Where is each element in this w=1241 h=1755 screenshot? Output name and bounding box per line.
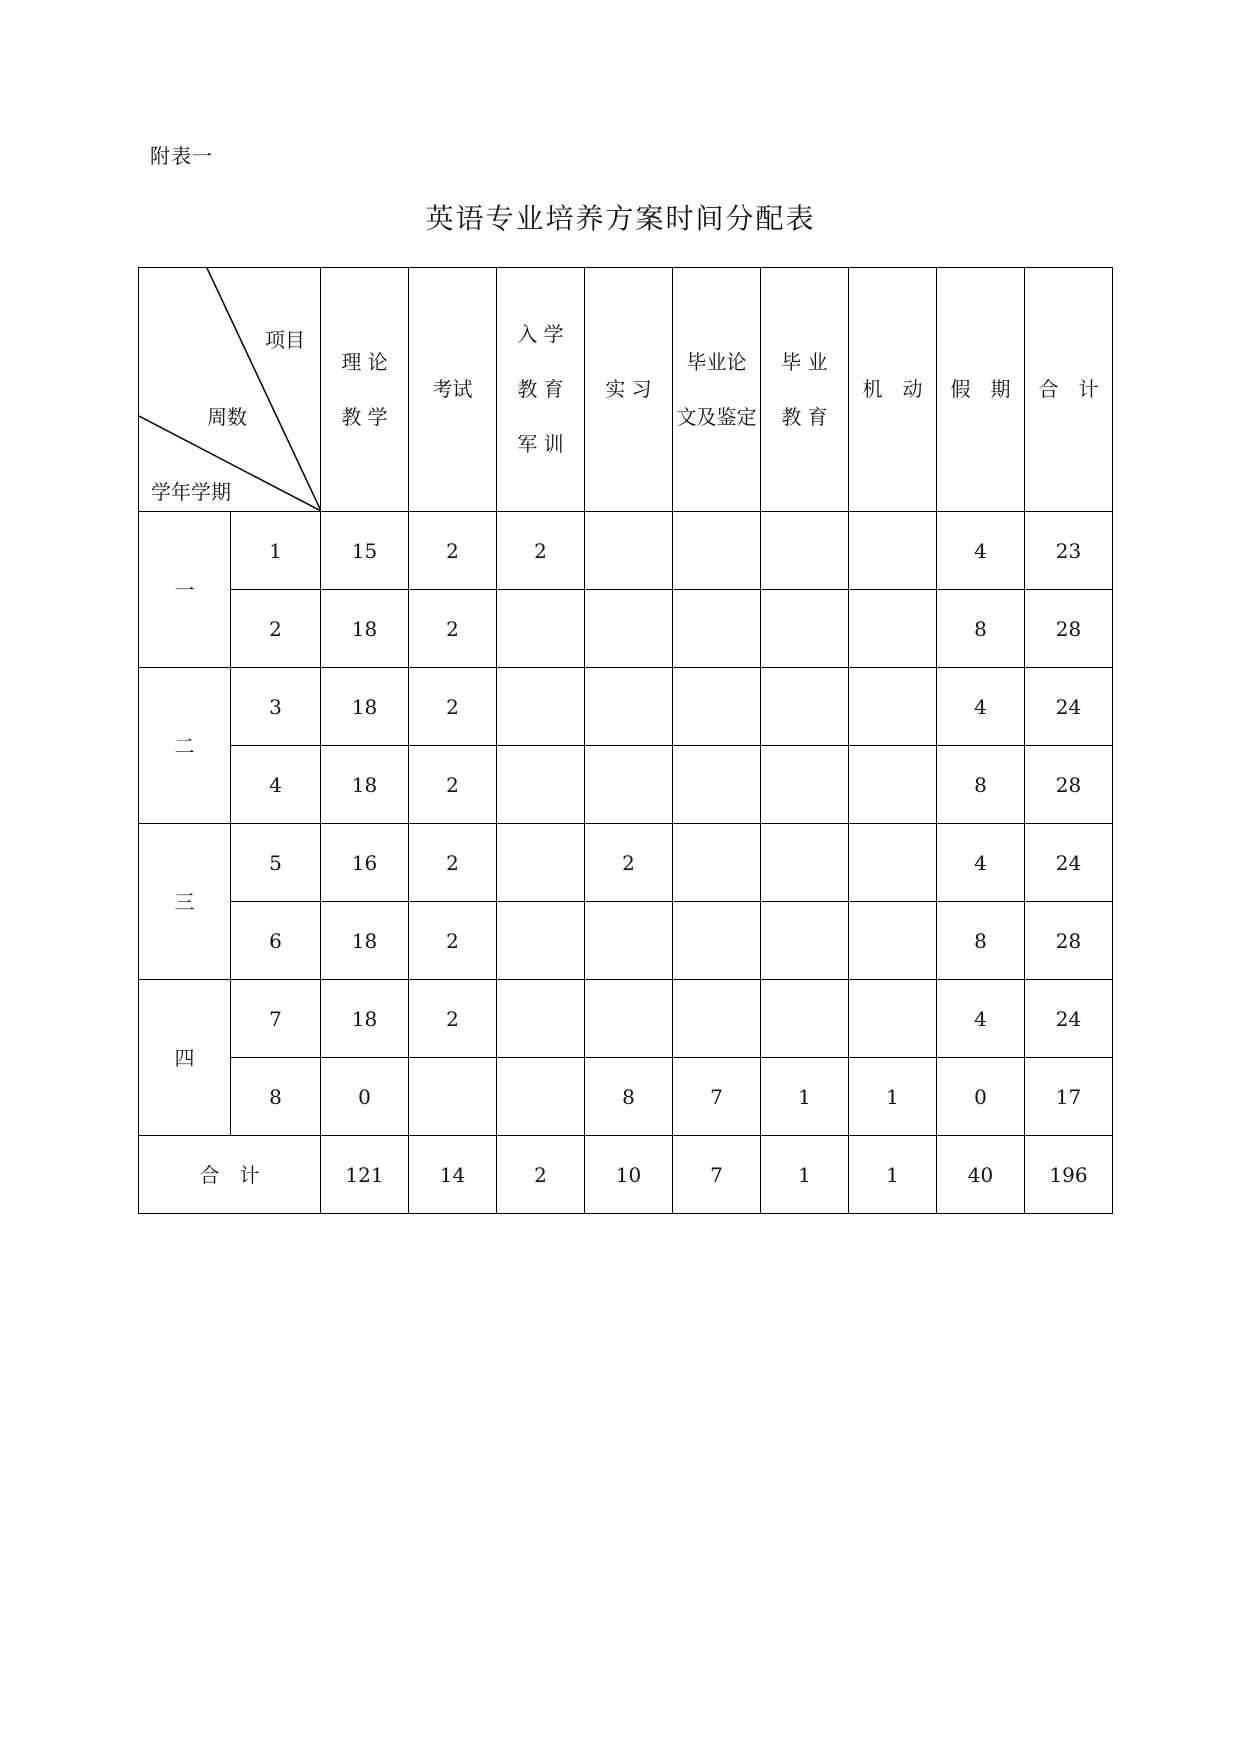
term-cell: 6 <box>231 902 321 980</box>
total-row <box>139 1136 1113 1214</box>
week-count-cell: 2 <box>409 746 497 824</box>
total-cell: 2 <box>497 1136 585 1214</box>
header-row <box>139 268 1113 512</box>
term-cell: 3 <box>231 668 321 746</box>
column-header-line: 合 计 <box>1038 377 1099 401</box>
week-count-cell <box>849 746 937 824</box>
week-count-cell <box>497 668 585 746</box>
column-header <box>937 268 1025 512</box>
academic-year-cell: 四 <box>139 980 231 1136</box>
term-cell: 1 <box>231 512 321 590</box>
column-header-line: 入 学 <box>517 322 564 346</box>
column-header-line: 文及鉴 <box>676 404 737 429</box>
week-count-cell <box>497 902 585 980</box>
total-cell: 14 <box>409 1136 497 1214</box>
term-cell: 8 <box>231 1058 321 1136</box>
week-count-cell <box>761 824 849 902</box>
week-count-cell: 2 <box>409 824 497 902</box>
week-count-cell: 15 <box>321 512 409 590</box>
week-count-cell <box>849 980 937 1058</box>
column-header <box>321 268 409 512</box>
column-header <box>761 268 849 512</box>
week-count-cell <box>761 902 849 980</box>
column-header <box>497 268 585 512</box>
week-count-cell: 2 <box>585 824 673 902</box>
page-title: 英语专业培养方案时间分配表 <box>425 202 816 235</box>
total-cell: 40 <box>937 1136 1025 1214</box>
week-count-cell <box>497 1058 585 1136</box>
table-row <box>139 902 1113 980</box>
week-count-cell <box>409 1058 497 1136</box>
week-count-cell <box>849 590 937 668</box>
column-header <box>1025 268 1113 512</box>
week-count-cell <box>585 902 673 980</box>
week-count-cell <box>673 980 761 1058</box>
column-header-line: 定 <box>736 404 757 429</box>
corner-label-project: 项目 <box>265 328 305 352</box>
week-count-cell <box>761 668 849 746</box>
week-count-cell: 18 <box>321 746 409 824</box>
diagonal-lines <box>139 268 321 511</box>
time-allocation-table <box>138 267 1113 1214</box>
week-count-cell: 8 <box>937 590 1025 668</box>
week-count-cell <box>497 746 585 824</box>
week-count-cell <box>673 590 761 668</box>
week-count-cell: 2 <box>409 590 497 668</box>
table-row <box>139 980 1113 1058</box>
total-cell: 196 <box>1025 1136 1113 1214</box>
week-count-cell: 24 <box>1025 668 1113 746</box>
week-count-cell: 4 <box>937 980 1025 1058</box>
week-count-cell <box>585 980 673 1058</box>
week-count-cell: 2 <box>409 980 497 1058</box>
table-row <box>139 512 1113 590</box>
week-count-cell <box>673 746 761 824</box>
week-count-cell <box>761 980 849 1058</box>
week-count-cell <box>673 512 761 590</box>
week-count-cell <box>585 668 673 746</box>
week-count-cell <box>497 824 585 902</box>
week-count-cell <box>585 590 673 668</box>
week-count-cell: 2 <box>409 902 497 980</box>
week-count-cell: 7 <box>673 1058 761 1136</box>
diagonal-corner-cell <box>139 268 321 512</box>
column-header <box>849 268 937 512</box>
week-count-cell <box>849 902 937 980</box>
column-header <box>409 268 497 512</box>
column-header-line: 假 期 <box>950 377 1011 401</box>
week-count-cell: 4 <box>937 824 1025 902</box>
table-row <box>139 668 1113 746</box>
column-header-line: 机 动 <box>862 377 923 401</box>
total-cell: 1 <box>761 1136 849 1214</box>
column-header <box>585 268 673 512</box>
week-count-cell: 0 <box>937 1058 1025 1136</box>
week-count-cell <box>761 512 849 590</box>
week-count-cell: 2 <box>409 668 497 746</box>
column-header-line: 毕 业 <box>781 349 828 374</box>
week-count-cell <box>497 590 585 668</box>
week-count-cell: 2 <box>497 512 585 590</box>
term-cell: 4 <box>231 746 321 824</box>
week-count-cell <box>849 824 937 902</box>
column-header-line: 教 育 <box>781 404 828 429</box>
academic-year-cell: 二 <box>139 668 231 824</box>
table-row <box>139 1058 1113 1136</box>
column-header-line: 军 训 <box>517 432 564 456</box>
week-count-cell: 0 <box>321 1058 409 1136</box>
week-count-cell: 8 <box>937 902 1025 980</box>
column-header-line: 教 育 <box>517 377 564 401</box>
week-count-cell: 4 <box>937 668 1025 746</box>
week-count-cell <box>497 980 585 1058</box>
total-label: 合 计 <box>139 1136 321 1214</box>
total-cell: 121 <box>321 1136 409 1214</box>
week-count-cell: 28 <box>1025 746 1113 824</box>
academic-year-cell: 三 <box>139 824 231 980</box>
column-header-line: 教 学 <box>341 404 388 429</box>
week-count-cell <box>673 668 761 746</box>
week-count-cell: 18 <box>321 590 409 668</box>
table-row <box>139 746 1113 824</box>
column-header-line: 考试 <box>432 377 473 401</box>
week-count-cell <box>849 512 937 590</box>
week-count-cell: 4 <box>937 512 1025 590</box>
term-cell: 7 <box>231 980 321 1058</box>
week-count-cell <box>761 746 849 824</box>
week-count-cell: 1 <box>761 1058 849 1136</box>
week-count-cell <box>761 590 849 668</box>
week-count-cell: 2 <box>409 512 497 590</box>
week-count-cell: 24 <box>1025 980 1113 1058</box>
total-cell: 10 <box>585 1136 673 1214</box>
week-count-cell: 16 <box>321 824 409 902</box>
attachment-label: 附表一 <box>150 144 213 168</box>
table-row <box>139 824 1113 902</box>
week-count-cell: 18 <box>321 902 409 980</box>
table-row <box>139 590 1113 668</box>
week-count-cell <box>673 824 761 902</box>
week-count-cell <box>673 902 761 980</box>
week-count-cell: 23 <box>1025 512 1113 590</box>
week-count-cell: 8 <box>585 1058 673 1136</box>
week-count-cell: 18 <box>321 668 409 746</box>
week-count-cell: 24 <box>1025 824 1113 902</box>
week-count-cell: 17 <box>1025 1058 1113 1136</box>
week-count-cell: 8 <box>937 746 1025 824</box>
column-header-line: 实 习 <box>605 377 652 401</box>
week-count-cell: 28 <box>1025 902 1113 980</box>
column-header <box>673 268 761 512</box>
week-count-cell <box>585 746 673 824</box>
term-cell: 5 <box>231 824 321 902</box>
column-header-line: 理 论 <box>341 349 388 374</box>
total-cell: 7 <box>673 1136 761 1214</box>
term-cell: 2 <box>231 590 321 668</box>
corner-label-year-term: 学年学期 <box>151 480 231 504</box>
week-count-cell <box>585 512 673 590</box>
week-count-cell: 28 <box>1025 590 1113 668</box>
week-count-cell <box>849 668 937 746</box>
week-count-cell: 18 <box>321 980 409 1058</box>
corner-label-weeks: 周数 <box>207 405 247 429</box>
total-cell: 1 <box>849 1136 937 1214</box>
week-count-cell: 1 <box>849 1058 937 1136</box>
academic-year-cell: 一 <box>139 512 231 668</box>
column-header-line: 毕业论 <box>686 349 747 374</box>
